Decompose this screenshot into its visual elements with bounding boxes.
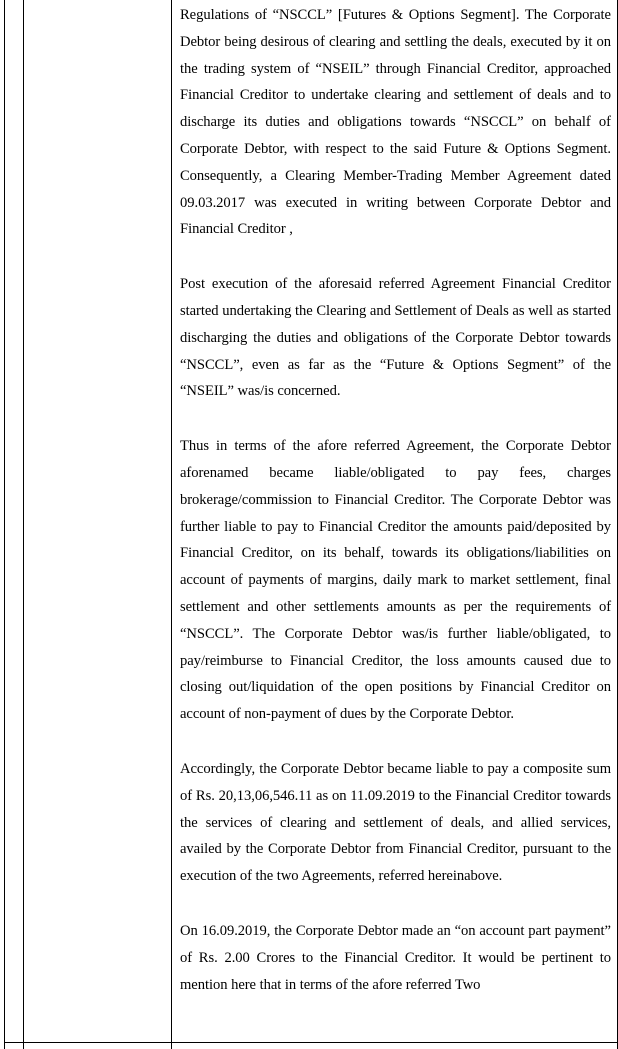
paragraph-1: Regulations of “NSCCL” [Futures & Options Segment]. The Corporate Debtor being desirous of clearing and settling the deals, executed by it on the trading system of “NSEIL” through Financial Creditor, approached Financial Creditor to undertake clearing and settlement of deals and to discharge its duties and obligations towards “NSCCL” on behalf of Corporate Debtor, with respect to the said Future & Options Segment. Consequently, a Clearing Member-Trading Member Agreement dated 09.03.2017 was executed in writing between Corporate Debtor and Financial Creditor , xyxy=(180,7,611,238)
paragraph-5: On 16.09.2019, the Corporate Debtor made an “on account part payment” of Rs. 2.00 Crores to the Financial Creditor. It would be pertinent to mention here that in terms of the afore referred Two xyxy=(180,922,611,993)
column-divider-1 xyxy=(23,0,24,1049)
column-divider-2 xyxy=(171,0,172,1049)
table-bottom-border xyxy=(5,1042,617,1043)
paragraph-4: Accordingly, the Corporate Debtor became liable to pay a composite sum of Rs. 20,13,06,546.11 as on 11.09.2019 to the Financial Creditor towards the services of clearing and settlement of deals, and allied services, availed by the Corporate Debtor from Financial Creditor, pursuant to the execution of the two Agreements, referred hereinabove. xyxy=(180,760,611,885)
particulars-cell xyxy=(180,0,611,998)
paragraph-3: Thus in terms of the afore referred Agreement, the Corporate Debtor aforenamed became liable/obligated to pay fees, charges brokerage/commission to Financial Creditor. The Corporate Debtor was further liable to pay to Financial Creditor the amounts paid/deposited by Financial Creditor, on its behalf, towards its obligations/liabilities on account of payments of margins, daily mark to market settlement, final settlement and other settlements amounts as per the requirements of “NSCCL”. The Corporate Debtor was/is further liable/obligated, to pay/reimburse to Financial Creditor, the loss amounts caused due to closing out/liquidation of the open positions by Financial Creditor on account of non-payment of dues by the Corporate Debtor. xyxy=(180,438,611,723)
paragraph-2: Post execution of the aforesaid referred Agreement Financial Creditor started undertaking the Clearing and Settlement of Deals as well as started discharging the duties and obligations of the Corporate Debtor towards “NSCCL”, even as far as the “Future & Options Segment” of the “NSEIL” was/is concerned. xyxy=(180,276,611,400)
